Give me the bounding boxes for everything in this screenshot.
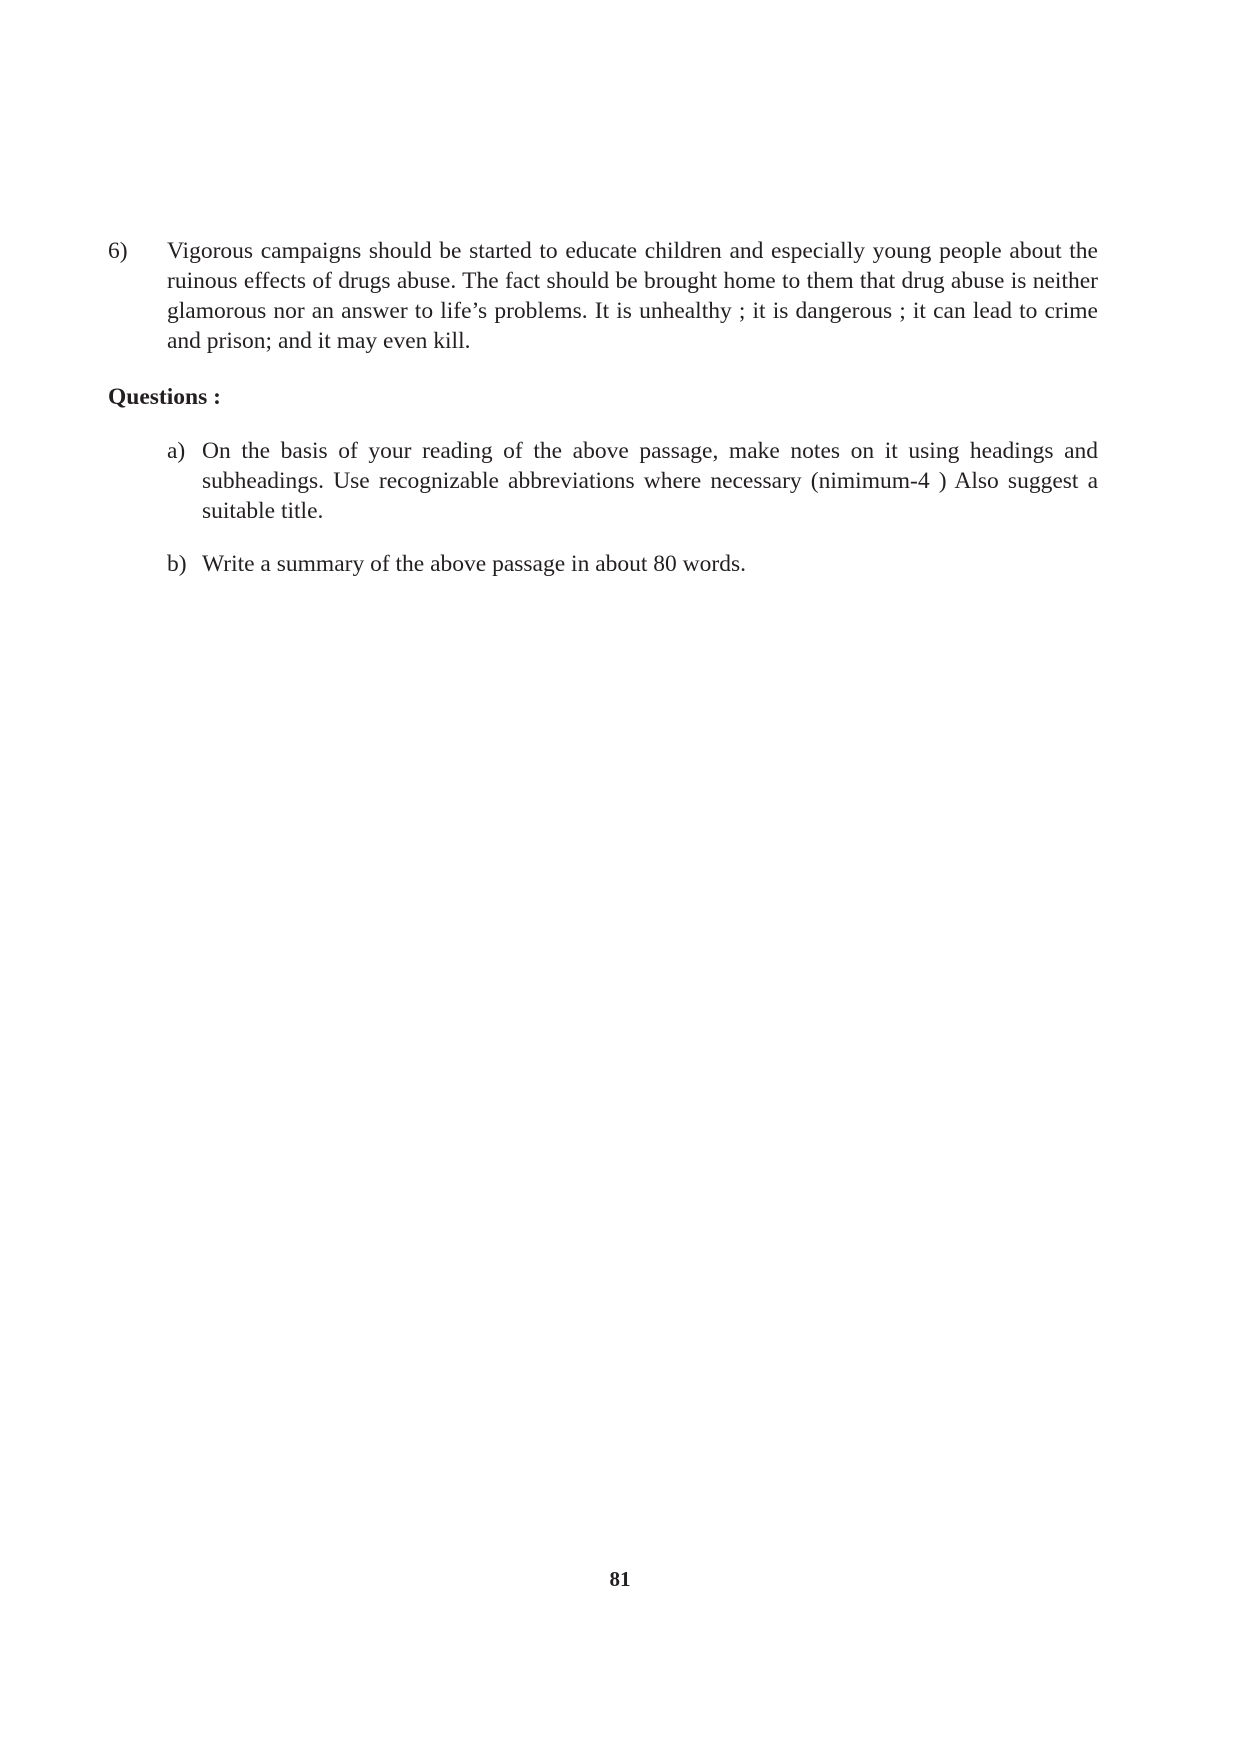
question-item-b: [167, 549, 1098, 579]
question-letter: b): [167, 551, 187, 577]
question-letter: a): [167, 438, 186, 464]
passage-paragraph: [108, 236, 1098, 356]
page-number: 81: [609, 1567, 631, 1591]
question-item-a: [167, 436, 1098, 526]
question-text: On the basis of your reading of the above passage, make notes on it using headings and subheadings. Use recognizable abbreviations where necessary (nimimum-4 ) Also suggest a suitable title.: [202, 438, 1098, 524]
questions-heading: Questions :: [108, 384, 221, 410]
paragraph-text: Vigorous campaigns should be started to educate children and especially young people about the ruinous effects of drugs abuse. The fact should be brought home to them that drug abuse is neither glamorous nor an answer to life’s problems. It is unhealthy ; it is dangerous ; it can lead to crime and prison; and it may even kill.: [167, 238, 1098, 354]
paragraph-number: 6): [108, 238, 128, 264]
question-text: Write a summary of the above passage in about 80 words.: [202, 551, 746, 577]
